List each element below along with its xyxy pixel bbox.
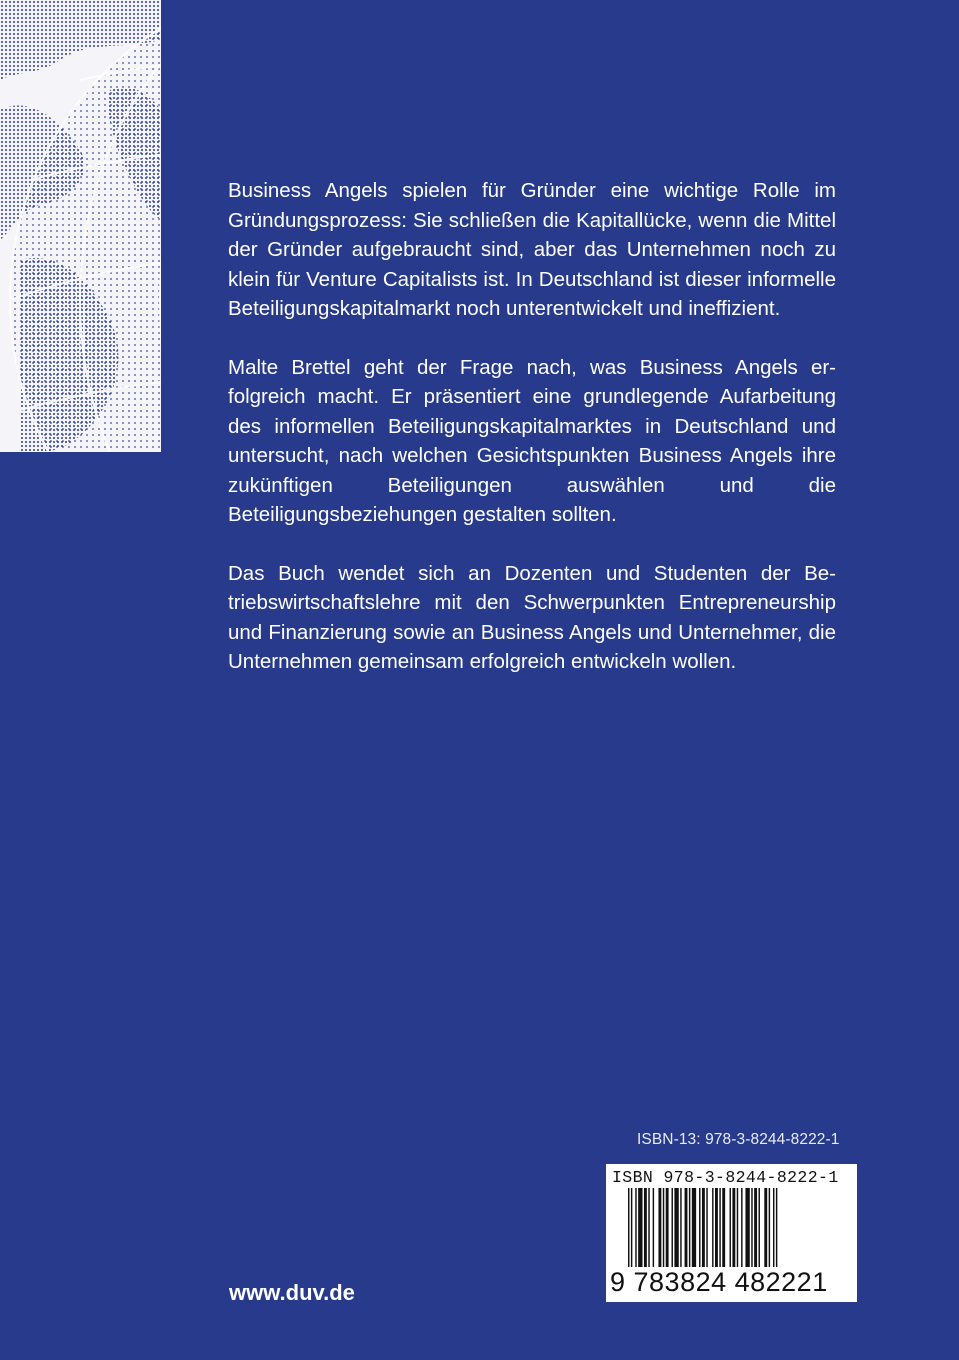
blurb-paragraph: Das Buch wendet sich an Dozenten und Studenten der Betriebswirtschaftslehre mit den Schwerpunkten Entrepreneurship und Finanzierung sowie an Business Angels und Unternehmer, die Unternehmen gemeinsam erfolgreich entwickeln wollen. [228, 561, 836, 673]
blurb-paragraph: Business Angels spielen für Gründer eine wichtige Rolle im Gründungsprozess: Sie schließen die Kapitallücke, wenn die Mittel der Gründer aufgebraucht sind, aber das Unternehmen noch zu klein für Venture Capitalists ist. In Deutschland ist dieser informelle Beteiligungskapitalmarkt noch unterentwickelt und ineffizient. [228, 179, 836, 320]
globe-icon [0, 0, 161, 452]
barcode-isbn-text: ISBN 978-3-8244-8222-1 [612, 1168, 839, 1187]
publisher-website: www.duv.de [229, 1280, 355, 1305]
back-cover-blurb [228, 176, 836, 706]
blurb-paragraph: Malte Brettel geht der Frage nach, was Business Angels erfolgreich macht. Er präsentiert eine grundlegende Aufarbeitung des informellen Beteiligungskapitalmarktes in Deutschland und untersucht, nach welchen Gesichtspunkten Business Angels ihre zukünftigen Beteiligungen auswählen und die Beteiligungsbeziehungen gestalten sollten. [228, 355, 836, 526]
barcode [606, 1164, 857, 1302]
globe-illustration [0, 0, 161, 452]
isbn-label: ISBN-13: 978-3-8244-8222-1 [637, 1131, 840, 1148]
barcode-digits [610, 1267, 828, 1298]
barcode-digits-text: 9 783824 482221 [610, 1267, 828, 1297]
